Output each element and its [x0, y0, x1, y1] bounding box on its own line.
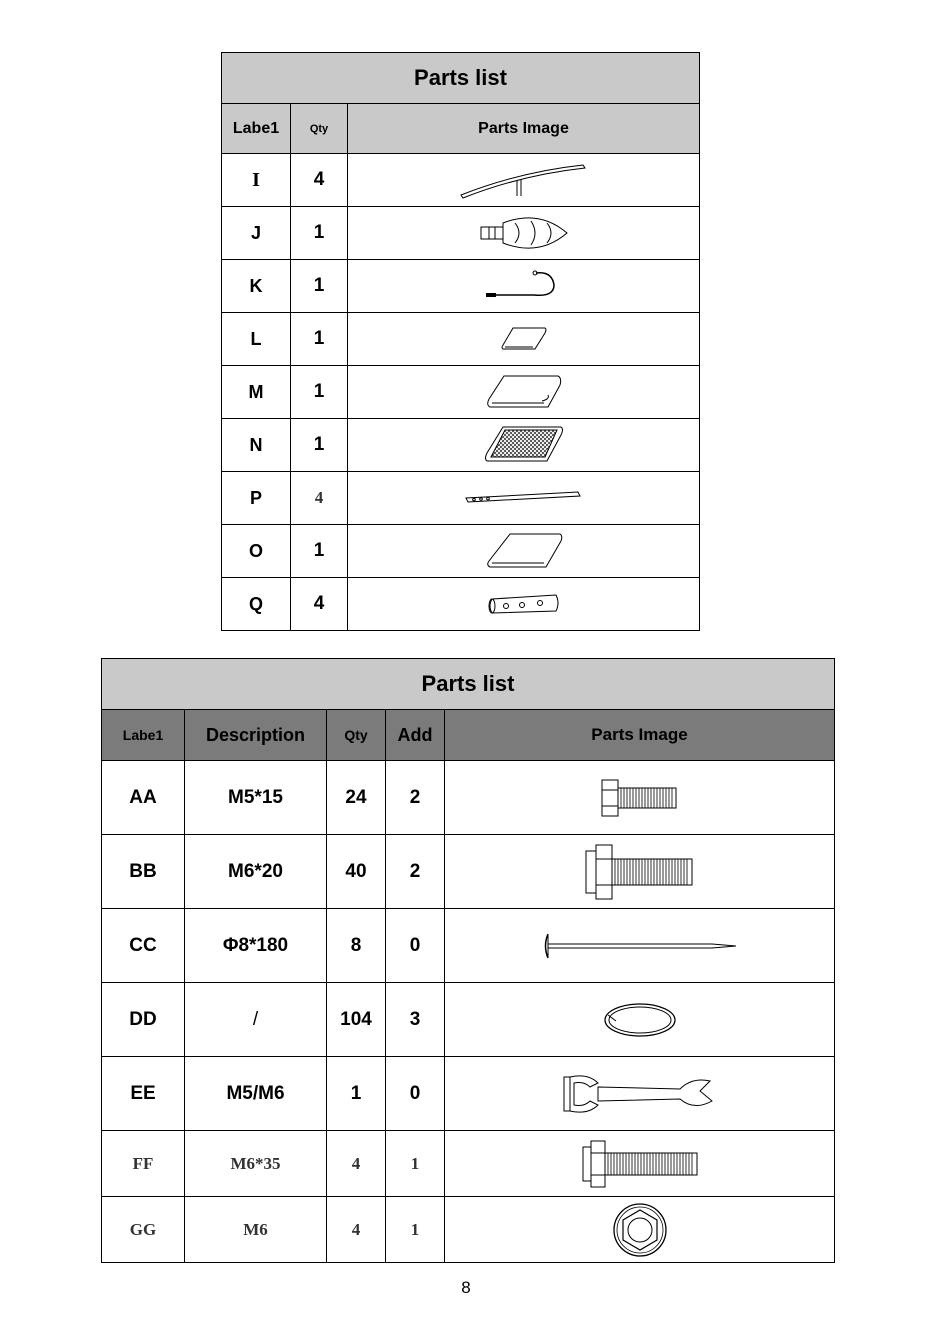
row-label: EE [102, 1057, 185, 1131]
col-header-label: Labe1 [222, 104, 291, 154]
row-qty: 24 [327, 761, 386, 835]
row-image [445, 1057, 835, 1131]
row-image [348, 313, 700, 366]
row-label: K [222, 260, 291, 313]
table-row [222, 260, 700, 313]
row-image [445, 835, 835, 909]
bolt-short-icon [600, 776, 680, 820]
row-qty: 4 [291, 154, 348, 207]
table-row [102, 1131, 835, 1197]
row-label: P [222, 472, 291, 525]
row-description: Φ8*180 [185, 909, 327, 983]
row-description: M6*20 [185, 835, 327, 909]
table-row [102, 983, 835, 1057]
row-add: 1 [386, 1197, 445, 1263]
row-label: I [222, 154, 291, 207]
table-row [222, 578, 700, 631]
curved-arm-icon [459, 160, 589, 200]
row-qty: 1 [291, 525, 348, 578]
row-qty: 1 [291, 207, 348, 260]
seat-cushion-icon [484, 373, 564, 411]
row-image [348, 472, 700, 525]
row-label: BB [102, 835, 185, 909]
small-cushion-icon [499, 325, 549, 353]
col-header-qty: Qty [291, 104, 348, 154]
row-label: DD [102, 983, 185, 1057]
col-header-image: Parts Image [445, 710, 835, 761]
parts-list-table-1 [221, 52, 700, 631]
row-add: 0 [386, 909, 445, 983]
row-qty: 4 [291, 578, 348, 631]
row-label: O [222, 525, 291, 578]
connector-tube-icon [486, 591, 562, 617]
row-description: M5/M6 [185, 1057, 327, 1131]
row-label: FF [102, 1131, 185, 1197]
hex-nut-icon [612, 1202, 668, 1258]
table-row [102, 835, 835, 909]
row-qty: 1 [291, 366, 348, 419]
row-label: CC [102, 909, 185, 983]
col-header-description: Description [185, 710, 327, 761]
table-row [222, 313, 700, 366]
row-qty: 1 [291, 260, 348, 313]
row-qty: 4 [327, 1197, 386, 1263]
row-label: Q [222, 578, 291, 631]
mesh-panel-icon [483, 425, 565, 465]
row-image [445, 1131, 835, 1197]
row-qty: 8 [327, 909, 386, 983]
col-header-qty: Qty [327, 710, 386, 761]
row-add: 2 [386, 761, 445, 835]
table-row [222, 366, 700, 419]
table-row [222, 419, 700, 472]
table-row [102, 1057, 835, 1131]
parts-list-table-2 [101, 658, 835, 1263]
table-row [222, 207, 700, 260]
row-qty: 104 [327, 983, 386, 1057]
bolt-long-icon [581, 1139, 699, 1189]
row-image [348, 578, 700, 631]
row-label: J [222, 207, 291, 260]
row-add: 0 [386, 1057, 445, 1131]
row-image [348, 207, 700, 260]
row-qty: 1 [327, 1057, 386, 1131]
bolt-medium-icon [584, 841, 696, 903]
row-image [348, 154, 700, 207]
row-add: 3 [386, 983, 445, 1057]
col-header-add: Add [386, 710, 445, 761]
col-header-image: Parts Image [348, 104, 700, 154]
row-qty: 40 [327, 835, 386, 909]
table-title: Parts list [102, 659, 835, 710]
row-add: 1 [386, 1131, 445, 1197]
row-image [348, 525, 700, 578]
row-image [445, 909, 835, 983]
tube-rod-icon [464, 488, 584, 508]
row-description: M6*35 [185, 1131, 327, 1197]
wrench-icon [562, 1071, 718, 1117]
row-qty: 1 [291, 313, 348, 366]
table-row [102, 761, 835, 835]
row-label: L [222, 313, 291, 366]
hook-icon [484, 267, 564, 305]
row-label: N [222, 419, 291, 472]
row-description: M6 [185, 1197, 327, 1263]
table-row [222, 472, 700, 525]
table-title: Parts list [222, 53, 700, 104]
row-image [348, 366, 700, 419]
row-add: 2 [386, 835, 445, 909]
row-qty: 4 [291, 472, 348, 525]
row-image [348, 260, 700, 313]
row-label: GG [102, 1197, 185, 1263]
table-row [102, 1197, 835, 1263]
table-row [102, 909, 835, 983]
table-row [222, 525, 700, 578]
row-image [445, 983, 835, 1057]
row-qty: 4 [327, 1131, 386, 1197]
row-label: AA [102, 761, 185, 835]
row-image [348, 419, 700, 472]
row-qty: 1 [291, 419, 348, 472]
row-image [445, 1197, 835, 1263]
ground-stake-icon [542, 931, 738, 961]
row-description: M5*15 [185, 761, 327, 835]
page-number: 8 [461, 1278, 471, 1297]
row-description: / [185, 983, 327, 1057]
col-header-label: Labe1 [102, 710, 185, 761]
back-cushion-icon [484, 531, 564, 571]
hog-ring-icon [602, 1001, 678, 1039]
table-row [222, 154, 700, 207]
finial-cap-icon [479, 215, 569, 251]
row-label: M [222, 366, 291, 419]
row-image [445, 761, 835, 835]
